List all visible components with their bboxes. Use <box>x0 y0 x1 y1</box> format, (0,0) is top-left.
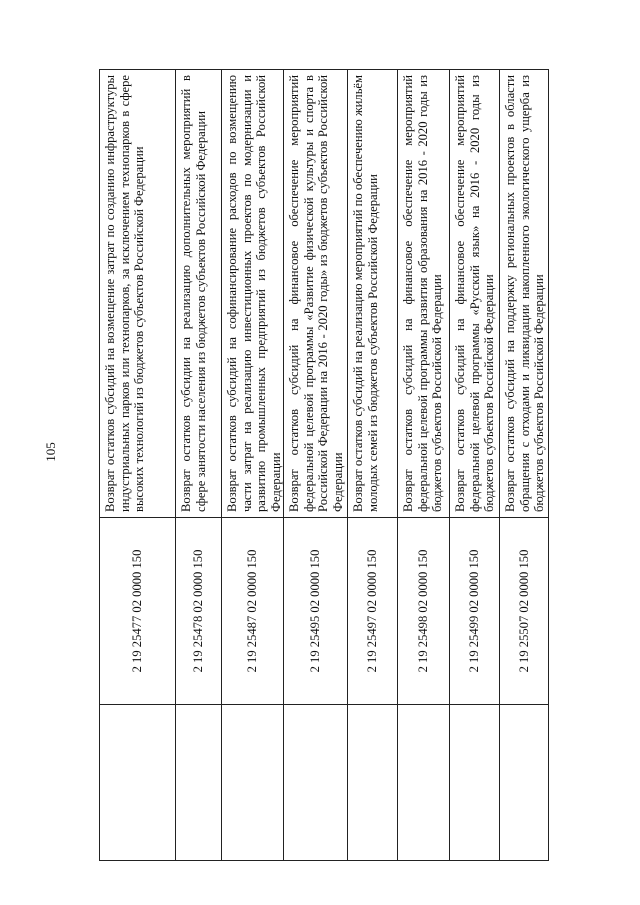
table-row <box>449 69 499 861</box>
budget-code-cell: 2 19 25498 02 0000 150 <box>398 517 449 704</box>
empty-cell <box>500 704 548 860</box>
empty-cell <box>398 704 449 860</box>
empty-cell <box>222 704 283 860</box>
table-row <box>99 69 175 861</box>
description-cell: Возврат остатков субсидий на поддержку региональных проектов в области обращения с отходами и ликвидации накопленного экологического ущерба из бюджетов субъектов Российской Федерации <box>503 75 546 512</box>
budget-code-cell: 2 19 25499 02 0000 150 <box>450 517 499 704</box>
budget-code-cell: 2 19 25487 02 0000 150 <box>222 517 283 704</box>
description-cell: Возврат остатков субсидий на финансовое обеспечение мероприятий федеральной целевой программы развития образования на 2016 - 2020 годы из бюджетов субъектов Российской Федерации <box>401 75 444 512</box>
budget-code-cell: 2 19 25478 02 0000 150 <box>176 517 221 704</box>
table-row <box>221 69 283 861</box>
empty-cell <box>284 704 347 860</box>
empty-cell <box>176 704 221 860</box>
table-row <box>283 69 347 861</box>
description-cell: Возврат остатков субсидий на реализацию мероприятий по обеспечению жильём молодых семей из бюджетов субъектов Российской Федерации <box>351 75 380 512</box>
description-cell: Возврат остатков субсидий на возмещение затрат по созданию инфраструктуры индустриальных парков или технопарков, за исключением технопарков в сфере высоких технологий из бюджетов субъектов Российской Федерации <box>103 75 146 512</box>
budget-code-cell: 2 19 25495 02 0000 150 <box>284 517 347 704</box>
budget-code-cell: 2 19 25497 02 0000 150 <box>348 517 397 704</box>
table-row <box>347 69 397 861</box>
description-cell: Возврат остатков субсидий на финансовое обеспечение мероприятий федеральной целевой программы «Русский язык» на 2016 - 2020 годы из бюджетов субъектов Российской Федерации <box>453 75 496 512</box>
budget-code-cell: 2 19 25507 02 0000 150 <box>500 517 548 704</box>
page-number: 105 <box>43 442 58 462</box>
empty-cell <box>348 704 397 860</box>
description-cell: Возврат остатков субсидии на реализацию дополнительных мероприятий в сфере занятости населения из бюджетов субъектов Российской Федерации <box>179 75 208 512</box>
empty-cell <box>100 704 175 860</box>
table-row <box>499 69 549 861</box>
description-cell: Возврат остатков субсидий на софинансирование расходов по возмещению части затрат на реализацию инвестиционных проектов по модернизации и развитию промышленных предприятий из бюджетов субъектов Российской Федерации <box>225 75 283 512</box>
table-row <box>175 69 221 861</box>
description-cell: Возврат остатков субсидий на финансовое обеспечение мероприятий федеральной целевой программы «Развитие физической культуры и спорта в Российской Федерации на 2016 - 2020 годы» из бюджетов субъектов Российской Федерации <box>287 75 345 512</box>
table-row <box>397 69 449 861</box>
budget-code-cell: 2 19 25477 02 0000 150 <box>100 517 175 704</box>
budget-codes-table <box>99 69 549 861</box>
empty-cell <box>450 704 499 860</box>
